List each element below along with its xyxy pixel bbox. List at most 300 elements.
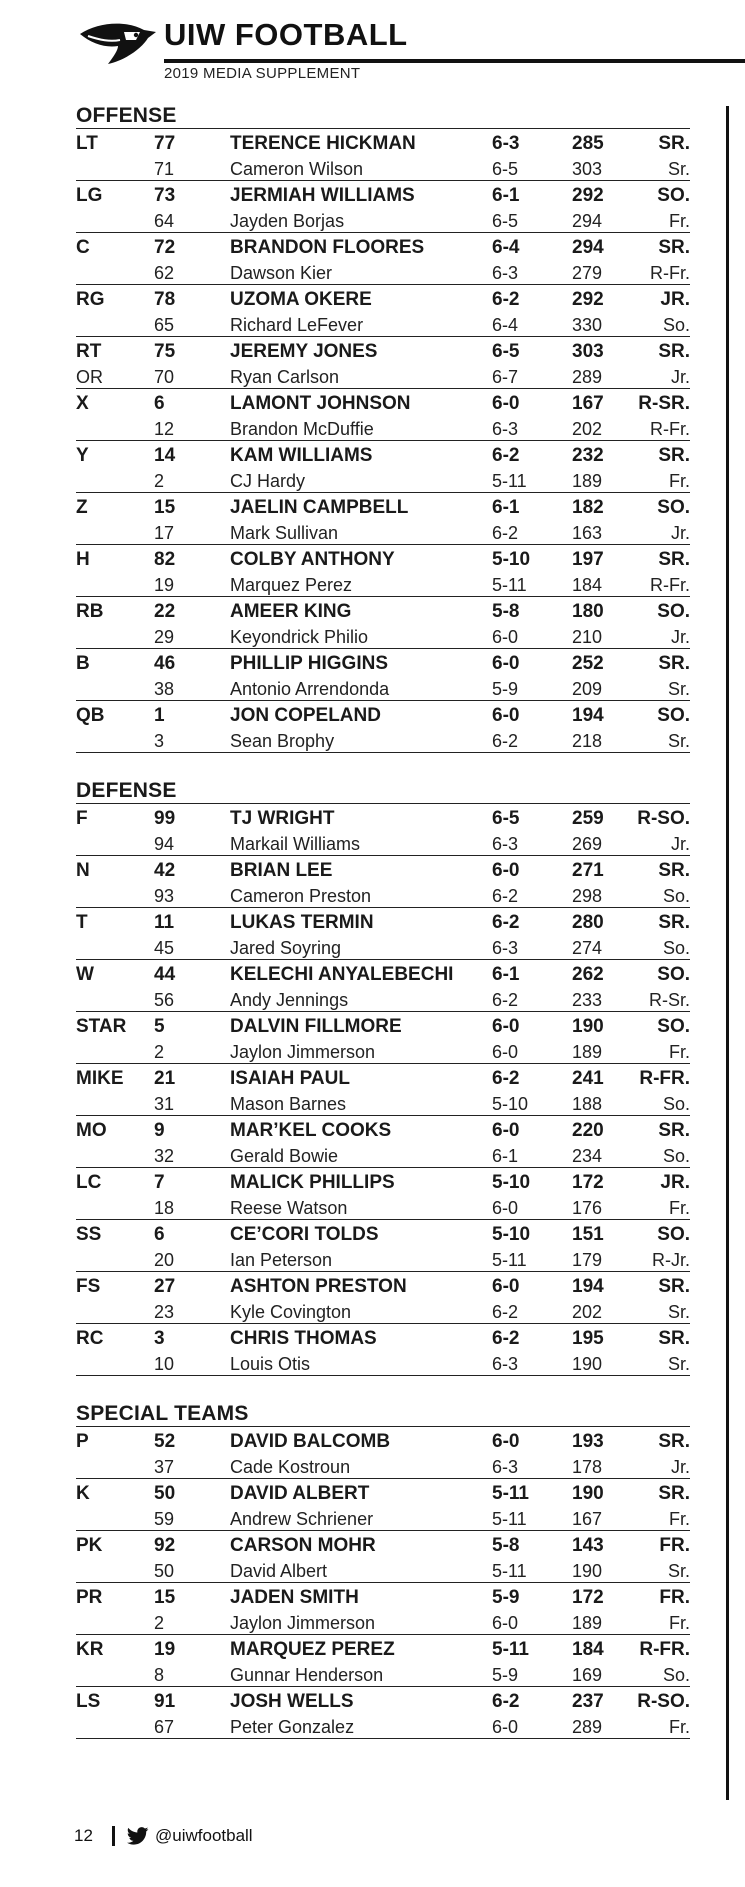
player-ht: 6-2 [492,288,520,310]
player-num: 8 [154,1665,165,1685]
player-yr: SR. [658,652,690,674]
player-ht: 5-11 [492,1482,529,1504]
player-name: BRANDON FLOORES [230,236,425,258]
player-yr: SO. [657,704,690,726]
player-ht: 6-2 [492,1327,520,1349]
player-yr: FR. [659,1534,690,1556]
player-name: Reese Watson [230,1198,348,1218]
player-ht: 6-1 [492,963,520,985]
player-yr: Jr. [670,1457,690,1477]
player-ht: 6-2 [492,731,519,751]
backup-row [76,1090,690,1116]
player-ht: 5-9 [492,679,519,699]
player-ht: 5-10 [492,1094,529,1114]
player-name: Louis Otis [230,1354,311,1374]
player-wt: 289 [572,1717,603,1737]
player-num: 15 [154,496,176,518]
player-ht: 6-0 [492,1275,520,1297]
player-ht: 6-3 [492,1354,519,1374]
player-ht: 5-11 [492,471,527,491]
player-num: 3 [154,731,165,751]
position-group [76,701,690,753]
player-num: 2 [154,1042,165,1062]
player-ht: 6-2 [492,444,520,466]
position-group [76,1012,690,1064]
player-num: 32 [154,1146,175,1166]
player-num: 62 [154,263,175,283]
starter-row [76,441,690,467]
player-wt: 209 [572,679,603,699]
starter-row [76,804,690,830]
player-name: MALICK PHILLIPS [230,1171,395,1193]
player-num: 82 [154,548,176,570]
player-name: PHILLIP HIGGINS [230,652,389,674]
player-ht: 6-1 [492,496,520,518]
player-wt: 303 [572,159,603,179]
position-label: K [76,1482,90,1504]
player-ht: 5-11 [492,1509,527,1529]
position-group [76,1479,690,1531]
player-wt: 210 [572,627,603,647]
player-yr: FR. [659,1586,690,1608]
player-num: 19 [154,575,175,595]
player-ht: 6-2 [492,990,519,1010]
title-rule [164,59,745,63]
player-name: DALVIN FILLMORE [230,1015,402,1037]
section-offense [76,104,690,753]
player-ht: 6-0 [492,1042,519,1062]
position-group [76,597,690,649]
player-wt: 234 [572,1146,603,1166]
player-num: 2 [154,471,165,491]
player-wt: 294 [572,211,603,231]
player-yr: SO. [657,184,690,206]
position-label: SS [76,1223,102,1245]
position-label: KR [76,1638,104,1660]
player-wt: 195 [572,1327,604,1349]
player-name: Cade Kostroun [230,1457,351,1477]
player-yr: SR. [658,911,690,933]
player-ht: 6-3 [492,1457,519,1477]
backup-row [76,1713,690,1739]
player-ht: 6-0 [492,627,519,647]
player-wt: 280 [572,911,604,933]
position-label: N [76,859,90,881]
player-wt: 194 [572,1275,604,1297]
player-yr: R-Sr. [648,990,690,1010]
position-label: RB [76,600,104,622]
position-group [76,1324,690,1376]
player-yr: Jr. [670,834,690,854]
backup-row [76,830,690,856]
player-name: AMEER KING [230,600,352,622]
position-group [76,1583,690,1635]
player-ht: 6-3 [492,938,519,958]
player-yr: So. [662,1094,690,1114]
player-name: Peter Gonzalez [230,1717,355,1737]
player-yr: R-FR. [639,1067,690,1089]
player-num: 9 [154,1119,165,1141]
player-num: 6 [154,392,165,414]
player-ht: 5-10 [492,1223,531,1245]
player-ht: 6-2 [492,911,520,933]
player-num: 73 [154,184,176,206]
position-group [76,389,690,441]
backup-row [76,155,690,181]
player-wt: 172 [572,1586,604,1608]
player-name: Keyondrick Philio [230,627,369,647]
player-yr: So. [662,315,690,335]
section-title: SPECIAL TEAMS [76,1402,690,1427]
player-wt: 259 [572,807,604,829]
player-num: 75 [154,340,176,362]
player-ht: 6-3 [492,834,519,854]
player-num: 38 [154,679,175,699]
player-ht: 6-2 [492,1690,520,1712]
position-label: C [76,236,90,258]
player-ht: 5-8 [492,1534,520,1556]
player-wt: 269 [572,834,603,854]
player-ht: 5-11 [492,1638,529,1660]
player-yr: R-Fr. [650,575,690,595]
player-wt: 167 [572,1509,603,1529]
player-wt: 285 [572,132,604,154]
player-yr: Fr. [669,1509,690,1529]
starter-row [76,649,690,675]
starter-row [76,1220,690,1246]
player-yr: SR. [658,340,690,362]
player-name: Dawson Kier [230,263,333,283]
position-label: FS [76,1275,101,1297]
player-name: ISAIAH PAUL [230,1067,350,1089]
position-group [76,441,690,493]
starter-row [76,181,690,207]
player-yr: JR. [660,288,690,310]
player-num: 37 [154,1457,175,1477]
starter-row [76,1583,690,1609]
backup-row [76,363,690,389]
player-yr: R-Jr. [652,1250,690,1270]
backup-row [76,1246,690,1272]
position-group [76,1635,690,1687]
player-yr: SR. [658,236,690,258]
starter-row [76,1116,690,1142]
page-number: 12 [74,1826,93,1845]
player-ht: 5-9 [492,1586,520,1608]
player-yr: Jr. [670,367,690,387]
player-num: 2 [154,1613,165,1633]
position-group [76,856,690,908]
position-label: B [76,652,90,674]
player-wt: 262 [572,963,604,985]
section-special-teams [76,1402,690,1739]
player-yr: Fr. [669,211,690,231]
starter-row [76,960,690,986]
player-name: Andrew Schriener [230,1509,374,1529]
player-ht: 6-2 [492,523,519,543]
player-wt: 169 [572,1665,603,1685]
player-num: 3 [154,1327,165,1349]
player-yr: SO. [657,1223,690,1245]
starter-row [76,337,690,363]
player-ht: 6-2 [492,886,519,906]
player-name: DAVID ALBERT [230,1482,370,1504]
player-yr: SO. [657,963,690,985]
position-group [76,1168,690,1220]
player-wt: 163 [572,523,603,543]
player-name: JERMIAH WILLIAMS [230,184,415,206]
player-wt: 194 [572,704,604,726]
section-defense [76,779,690,1376]
starter-row [76,1272,690,1298]
player-wt: 180 [572,600,604,622]
starter-row [76,1324,690,1350]
starter-row [76,1012,690,1038]
player-num: 5 [154,1015,165,1037]
position-label: P [76,1430,89,1452]
player-ht: 6-5 [492,340,520,362]
position-label: RT [76,340,102,362]
player-wt: 202 [572,419,603,439]
player-name: Richard LeFever [230,315,364,335]
player-num: 72 [154,236,176,258]
player-wt: 190 [572,1015,604,1037]
player-wt: 274 [572,938,603,958]
starter-row [76,493,690,519]
position-group [76,649,690,701]
position-label: MIKE [76,1067,124,1089]
player-yr: R-SR. [638,392,690,414]
position-group [76,337,690,389]
player-yr: SR. [658,859,690,881]
player-num: 59 [154,1509,175,1529]
player-num: 27 [154,1275,176,1297]
player-num: 45 [154,938,175,958]
player-num: 65 [154,315,175,335]
player-name: Jared Soyring [230,938,342,958]
position-group [76,1220,690,1272]
player-yr: JR. [660,1171,690,1193]
starter-row [76,129,690,155]
player-ht: 5-9 [492,1665,519,1685]
player-num: 50 [154,1482,176,1504]
starter-row [76,1635,690,1661]
position-group [76,1064,690,1116]
player-wt: 176 [572,1198,603,1218]
backup-row [76,467,690,493]
backup-row [76,1194,690,1220]
player-ht: 5-10 [492,1171,531,1193]
player-name: David Albert [230,1561,328,1581]
player-wt: 303 [572,340,604,362]
player-yr: So. [662,886,690,906]
player-num: 1 [154,704,165,726]
backup-row [76,675,690,701]
player-ht: 6-0 [492,1198,519,1218]
player-ht: 6-2 [492,1067,520,1089]
starter-row [76,1479,690,1505]
player-ht: 6-0 [492,1119,520,1141]
position-label: STAR [76,1015,127,1037]
player-wt: 279 [572,263,603,283]
player-name: Marquez Perez [230,575,353,595]
player-wt: 197 [572,548,604,570]
player-ht: 6-0 [492,704,520,726]
player-yr: So. [662,938,690,958]
player-wt: 289 [572,367,603,387]
position-label: LG [76,184,103,206]
player-wt: 143 [572,1534,604,1556]
player-yr: So. [662,1665,690,1685]
player-num: 19 [154,1638,176,1660]
player-wt: 184 [572,1638,604,1660]
position-group [76,493,690,545]
player-name: JON COPELAND [230,704,381,726]
player-name: Jaylon Jimmerson [230,1042,376,1062]
player-ht: 6-5 [492,159,519,179]
player-name: Markail Williams [230,834,360,854]
backup-row [76,519,690,545]
backup-row [76,311,690,337]
position-label: T [76,911,88,933]
player-yr: SR. [658,1482,690,1504]
player-wt: 202 [572,1302,603,1322]
page-subtitle: 2019 MEDIA SUPPLEMENT [164,65,361,82]
player-ht: 5-11 [492,575,527,595]
backup-row [76,207,690,233]
player-ht: 6-0 [492,859,520,881]
player-ht: 6-2 [492,1302,519,1322]
starter-row [76,285,690,311]
player-ht: 5-10 [492,548,531,570]
player-ht: 6-0 [492,1613,519,1633]
position-label: H [76,548,90,570]
player-name: Ryan Carlson [230,367,340,387]
player-num: 21 [154,1067,176,1089]
position-label: W [76,963,94,985]
player-name: Gunnar Henderson [230,1665,384,1685]
position-group [76,960,690,1012]
starter-row [76,908,690,934]
player-num: 10 [154,1354,175,1374]
position-group [76,1272,690,1324]
player-name: TJ WRIGHT [230,807,335,829]
player-ht: 6-3 [492,132,520,154]
player-name: JAELIN CAMPBELL [230,496,409,518]
player-num: 23 [154,1302,175,1322]
player-wt: 179 [572,1250,603,1270]
player-num: 67 [154,1717,175,1737]
player-name: CHRIS THOMAS [230,1327,377,1349]
player-num: 12 [154,419,175,439]
player-name: Mark Sullivan [230,523,339,543]
player-ht: 6-0 [492,1717,519,1737]
player-num: 71 [154,159,175,179]
player-wt: 178 [572,1457,603,1477]
backup-row [76,1038,690,1064]
position-label: Y [76,444,89,466]
player-num: 44 [154,963,176,985]
player-num: 15 [154,1586,176,1608]
player-wt: 271 [572,859,604,881]
player-wt: 189 [572,471,603,491]
backup-row [76,415,690,441]
player-yr: So. [662,1146,690,1166]
backup-row [76,1298,690,1324]
player-yr: Sr. [667,1302,690,1322]
player-name: Cameron Preston [230,886,372,906]
player-num: 77 [154,132,176,154]
player-yr: SR. [658,444,690,466]
player-name: MAR’KEL COOKS [230,1119,392,1141]
player-name: Brandon McDuffie [230,419,374,439]
backup-row [76,1505,690,1531]
backup-row [76,1609,690,1635]
player-wt: 193 [572,1430,604,1452]
player-yr: Fr. [669,1042,690,1062]
player-wt: 182 [572,496,604,518]
player-ht: 6-1 [492,1146,519,1166]
player-num: 52 [154,1430,176,1452]
player-name: JEREMY JONES [230,340,378,362]
player-wt: 330 [572,315,603,335]
player-wt: 172 [572,1171,604,1193]
starter-row [76,545,690,571]
player-num: 6 [154,1223,165,1245]
player-wt: 218 [572,731,603,751]
page-title: UIW FOOTBALL [164,17,408,52]
backup-row [76,1350,690,1376]
page-header [78,14,745,82]
player-name: LUKAS TERMIN [230,911,374,933]
player-yr: R-FR. [639,1638,690,1660]
player-wt: 151 [572,1223,604,1245]
player-num: 22 [154,600,176,622]
player-ht: 5-11 [492,1561,527,1581]
player-num: 91 [154,1690,176,1712]
player-num: 78 [154,288,176,310]
player-num: 7 [154,1171,165,1193]
player-num: 20 [154,1250,175,1270]
section-title: DEFENSE [76,779,690,804]
player-wt: 233 [572,990,603,1010]
player-name: Cameron Wilson [230,159,364,179]
position-label: PK [76,1534,103,1556]
backup-row [76,1453,690,1479]
player-yr: SR. [658,1275,690,1297]
starter-row [76,856,690,882]
player-wt: 232 [572,444,604,466]
player-ht: 6-1 [492,184,520,206]
backup-row [76,1557,690,1583]
position-label: QB [76,704,105,726]
player-name: Andy Jennings [230,990,349,1010]
player-yr: SO. [657,496,690,518]
position-label: F [76,807,88,829]
player-wt: 189 [572,1613,603,1633]
starter-row [76,1531,690,1557]
player-wt: 292 [572,288,604,310]
position-group [76,908,690,960]
player-wt: 189 [572,1042,603,1062]
player-num: 70 [154,367,175,387]
backup-row [76,259,690,285]
player-yr: SO. [657,1015,690,1037]
player-num: 31 [154,1094,175,1114]
player-yr: SR. [658,132,690,154]
footer-divider [112,1826,115,1846]
position-group [76,285,690,337]
